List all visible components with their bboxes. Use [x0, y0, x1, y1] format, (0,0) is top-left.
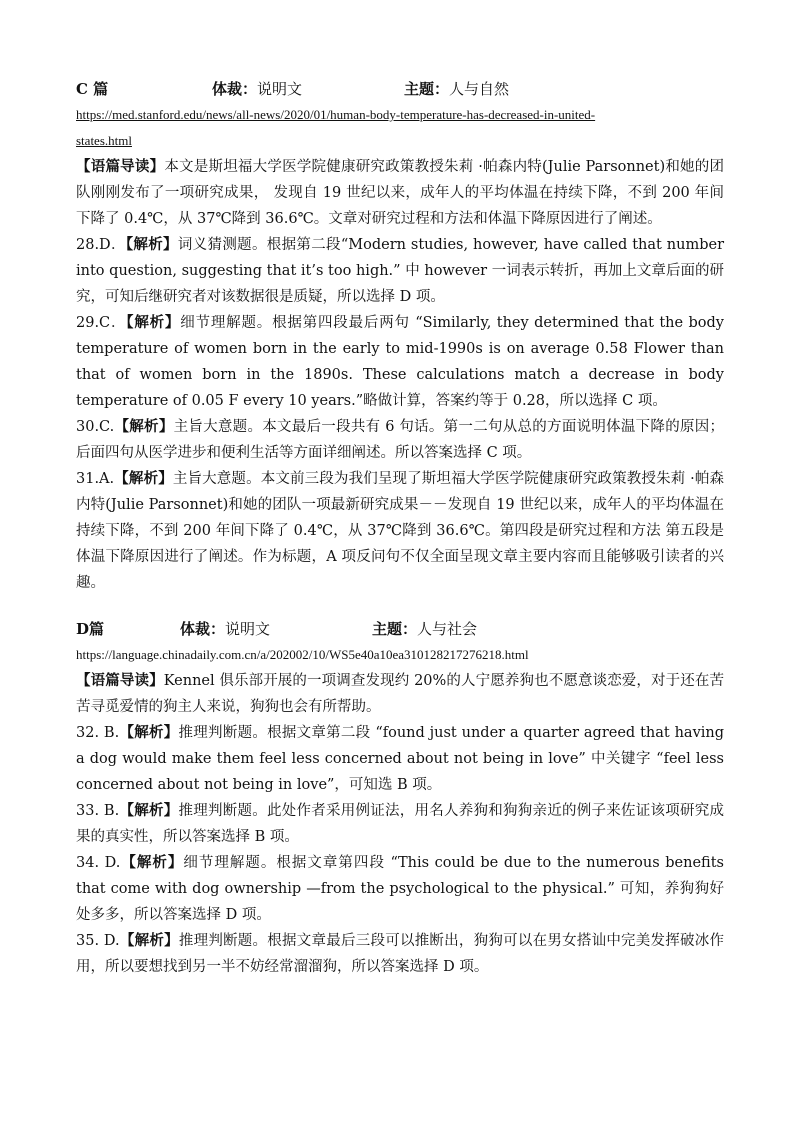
section-d-genre: 体裁：说明文: [180, 620, 271, 638]
section-c-intro: 【语篇导读】本文是斯坦福大学医学院健康研究政策教授朱莉 ·帕森内特(Julie Parsonnet)和她的团队刚刚发布了一项研究成果， 发现自 19 世纪以来，成年人的平均体温在持续下降，不到 200 年间下降了 0.4℃，从 37℃降到 36.6℃。文章对研究过程和方法和体温下降原因进行了阐述。: [76, 158, 724, 227]
section-c-header: [76, 78, 724, 102]
section-d-intro: 【语篇导读】Kennel 俱乐部开展的一项调查发现约 20%的人宁愿养狗也不愿意谈恋爱，对于还在苦苦寻觅爱情的狗主人来说，狗狗也会有所帮助。: [76, 672, 724, 715]
answer-32: 32. B.【解析】推理判断题。根据文章第二段 “found just under a quarter agreed that having a dog would make them feel less concerned about not being in love” 中关键字 “feel less concerned about not being in love”，可知选 B 项。: [76, 724, 725, 793]
source-link[interactable]: https://med.stanford.edu/news/all-news/2020/01/human-body-temperature-has-decreased-in-united- states.html: [76, 107, 596, 148]
section-d-header: [76, 618, 724, 642]
answer-30: 30.C.【解析】主旨大意题。本文最后一段共有 6 句话。第一二句从总的方面说明体温下降的原因；后面四句从医学进步和便利生活等方面详细阐述。所以答案选择 C 项。: [76, 418, 725, 461]
section-c-title: C 篇: [76, 80, 109, 98]
source-text[interactable]: https://language.chinadaily.com.cn/a/202002/10/WS5e40a10ea310128217276218.html: [76, 647, 529, 662]
section-c-genre: 体裁：说明文: [212, 80, 303, 98]
section-d-title: D篇: [76, 620, 105, 638]
answer-29: 29.C．【解析】细节理解题。根据第四段最后两句 “Similarly, they determined that the body temperature of women born in the early to mid-1990s is on average 0.58 Flower than that of women born in the 1890s. These calculations match a decrease in body temperature of 0.05 F every 10 years.”略做计算，答案约等于 0.28，所以选择 C 项。: [76, 314, 725, 409]
answer-34: 34. D.【解析】细节理解题。根据文章第四段 “This could be due to the numerous benefits that come with dog ownership —from the psychological to the physical.” 可知，养狗狗好处多多，所以答案选择 D 项。: [76, 854, 724, 923]
document-page: [76, 78, 724, 980]
section-c-theme: 主题：人与自然: [404, 80, 510, 98]
answer-35: 35. D.【解析】推理判断题。根据文章最后三段可以推断出，狗狗可以在男女搭讪中完美发挥破冰作用，所以要想找到另一半不妨经常溜溜狗，所以答案选择 D 项。: [76, 932, 725, 975]
answer-28: 28.D．【解析】词义猜测题。根据第二段“Modern studies, however, have called that number into question, suggesting that it’s too high.” 中 however 一词表示转折，再加上文章后面的研究，可知后继研究者对该数据很是质疑，所以选择 D 项。: [76, 236, 725, 305]
section-d-theme: 主题：人与社会: [372, 620, 478, 638]
answer-33: 33. B.【解析】推理判断题。此处作者采用例证法，用名人养狗和狗狗亲近的例子来佐证该项研究成果的真实性，所以答案选择 B 项。: [76, 802, 725, 845]
answer-31: 31.A.【解析】主旨大意题。本文前三段为我们呈现了斯坦福大学医学院健康研究政策教授朱莉 ·帕森内特(Julie Parsonnet)和她的团队一项最新研究成果－－发现自 19 世纪以来，成年人的平均体温在持续下降，不到 200 年间下降了 0.4℃，从 37℃降到 36.6℃。第四段是研究过程和方法 第五段是体温下降原因进行了阐述。作为标题，A 项反问句不仅全面呈现文章主要内容而且能够吸引读者的兴趣。: [76, 470, 725, 591]
section-d-source-url[interactable]: [76, 642, 724, 668]
section-c-source-url[interactable]: [76, 102, 724, 154]
